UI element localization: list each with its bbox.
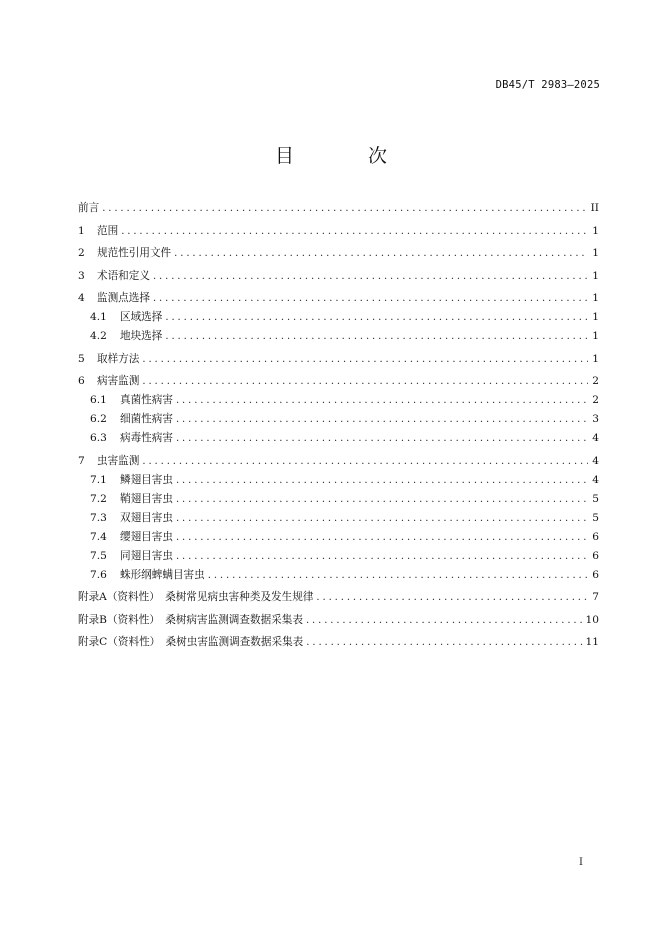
toc-entry-number: 1 xyxy=(78,224,85,237)
toc-entry-page: 1 xyxy=(592,224,599,237)
toc-entry-page: 1 xyxy=(592,292,599,304)
toc-leader-dots xyxy=(102,199,587,218)
toc-entry-label: 规范性引用文件 xyxy=(97,247,172,259)
toc-entry-number: 6.1 xyxy=(90,394,107,406)
toc-entry-number: 7.3 xyxy=(90,511,107,524)
toc-entry[interactable] xyxy=(78,244,599,263)
toc-entry-label: 范围 xyxy=(97,224,119,237)
toc-entry[interactable] xyxy=(78,199,599,218)
toc-entry-page: 11 xyxy=(585,636,599,648)
toc-entry-number: 5 xyxy=(78,352,85,365)
toc-entry[interactable] xyxy=(78,566,599,585)
toc-entry-label: 蛛形纲蜱螨目害虫 xyxy=(120,568,205,581)
toc-leader-dots xyxy=(142,350,588,369)
toc-entry[interactable] xyxy=(78,350,599,369)
toc-entry[interactable] xyxy=(78,222,599,241)
toc-entry-label: 细菌性病害 xyxy=(120,413,173,425)
toc-entry[interactable] xyxy=(78,452,599,471)
toc-entry-page: 1 xyxy=(592,269,599,282)
page-title: 目 次 xyxy=(274,145,422,167)
toc-entry-label: 病害监测 xyxy=(97,375,140,387)
toc-entry-page: 4 xyxy=(592,473,599,486)
toc-entry-number: 7.6 xyxy=(90,568,107,581)
toc-leader-dots xyxy=(153,289,588,308)
toc-entry-page: 1 xyxy=(592,311,599,323)
toc-leader-dots xyxy=(174,244,588,263)
toc-entry-page: 2 xyxy=(592,394,599,406)
toc-entry-page: 1 xyxy=(592,352,599,365)
toc-leader-dots xyxy=(142,452,588,471)
toc-entry-number: 6.2 xyxy=(90,413,107,425)
toc-entry-page: 5 xyxy=(592,492,599,505)
toc-entry-number: 6 xyxy=(78,375,85,387)
toc-entry[interactable] xyxy=(78,391,599,410)
toc-entry-page: 4 xyxy=(592,432,599,444)
toc-leader-dots xyxy=(176,391,588,410)
toc-entry-label: 附录A（资料性） 桑树常见病虫害种类及发生规律 xyxy=(78,591,314,603)
toc-leader-dots xyxy=(176,410,588,429)
toc-entry[interactable] xyxy=(78,429,599,448)
toc-entry-label: 缨翅目害虫 xyxy=(120,530,173,543)
toc-entry[interactable] xyxy=(78,528,599,547)
toc-entry-label: 地块选择 xyxy=(120,330,163,342)
toc-entry-label: 病毒性病害 xyxy=(120,432,173,444)
toc-entry-label: 鳞翅目害虫 xyxy=(120,473,173,486)
toc-entry-label: 鞘翅目害虫 xyxy=(120,492,173,505)
toc-entry-page: 6 xyxy=(592,530,599,543)
toc-entry-label: 取样方法 xyxy=(97,352,140,365)
toc-leader-dots xyxy=(121,222,588,241)
toc-entry-number: 4.1 xyxy=(90,311,107,323)
toc-entry-number: 4.2 xyxy=(90,330,107,342)
toc-leader-dots xyxy=(316,588,588,607)
toc-leader-dots xyxy=(142,372,588,391)
toc-entry-page: 6 xyxy=(592,568,599,581)
toc-entry-label: 真菌性病害 xyxy=(120,394,173,406)
toc-entry-page: 7 xyxy=(592,591,599,603)
toc-entry-page: 6 xyxy=(592,549,599,562)
toc-entry-number: 7.4 xyxy=(90,530,107,543)
toc-entry[interactable] xyxy=(78,267,599,286)
toc-entry-label: 双翅目害虫 xyxy=(120,511,173,524)
toc-leader-dots xyxy=(176,509,588,528)
toc-entry[interactable] xyxy=(78,471,599,490)
toc-leader-dots xyxy=(176,547,588,566)
toc-leader-dots xyxy=(208,566,588,585)
toc-entry-page: 2 xyxy=(592,375,599,387)
toc-leader-dots xyxy=(176,528,588,547)
toc-entry-number: 4 xyxy=(78,292,85,304)
toc-entry-number: 6.3 xyxy=(90,432,107,444)
toc-entry[interactable] xyxy=(78,611,599,630)
toc-entry[interactable] xyxy=(78,633,599,652)
toc-entry[interactable] xyxy=(78,327,599,346)
toc-entry[interactable] xyxy=(78,289,599,308)
toc-entry-number: 7 xyxy=(78,454,85,467)
toc-entry[interactable] xyxy=(78,372,599,391)
toc-entry[interactable] xyxy=(78,547,599,566)
table-of-contents xyxy=(78,199,599,652)
toc-entry-page: 3 xyxy=(592,413,599,425)
toc-leader-dots xyxy=(165,327,588,346)
page-number: I xyxy=(579,857,583,868)
toc-leader-dots xyxy=(176,471,588,490)
document-code: DB45/T 2983—2025 xyxy=(495,79,600,91)
toc-entry[interactable] xyxy=(78,410,599,429)
toc-entry-page: 10 xyxy=(585,613,599,626)
toc-entry-page: 1 xyxy=(592,330,599,342)
toc-leader-dots xyxy=(176,429,588,448)
toc-entry-label: 区域选择 xyxy=(120,311,163,323)
toc-entry-label: 同翅目害虫 xyxy=(120,549,173,562)
toc-entry-page: II xyxy=(590,202,599,214)
toc-entry-number: 3 xyxy=(78,269,85,282)
toc-entry-number: 7.2 xyxy=(90,492,107,505)
toc-entry[interactable] xyxy=(78,509,599,528)
toc-entry[interactable] xyxy=(78,308,599,327)
toc-entry-label: 监测点选择 xyxy=(97,292,150,304)
toc-leader-dots xyxy=(176,490,588,509)
toc-leader-dots xyxy=(306,633,582,652)
toc-leader-dots xyxy=(306,611,583,630)
toc-entry-page: 1 xyxy=(592,247,599,259)
toc-entry-number: 7.1 xyxy=(90,473,107,486)
toc-entry[interactable] xyxy=(78,588,599,607)
toc-leader-dots xyxy=(165,308,588,327)
toc-entry-page: 4 xyxy=(592,454,599,467)
toc-entry-number: 7.5 xyxy=(90,549,107,562)
toc-entry-page: 5 xyxy=(592,511,599,524)
toc-entry-label: 术语和定义 xyxy=(97,269,150,282)
toc-entry-label: 前言 xyxy=(78,202,100,214)
toc-entry-label: 附录B（资料性） 桑树病害监测调查数据采集表 xyxy=(78,613,303,626)
toc-entry-label: 虫害监测 xyxy=(97,454,140,467)
toc-entry-number: 2 xyxy=(78,247,85,259)
toc-entry[interactable] xyxy=(78,490,599,509)
toc-entry-label: 附录C（资料性） 桑树虫害监测调查数据采集表 xyxy=(78,636,304,648)
toc-leader-dots xyxy=(153,267,588,286)
